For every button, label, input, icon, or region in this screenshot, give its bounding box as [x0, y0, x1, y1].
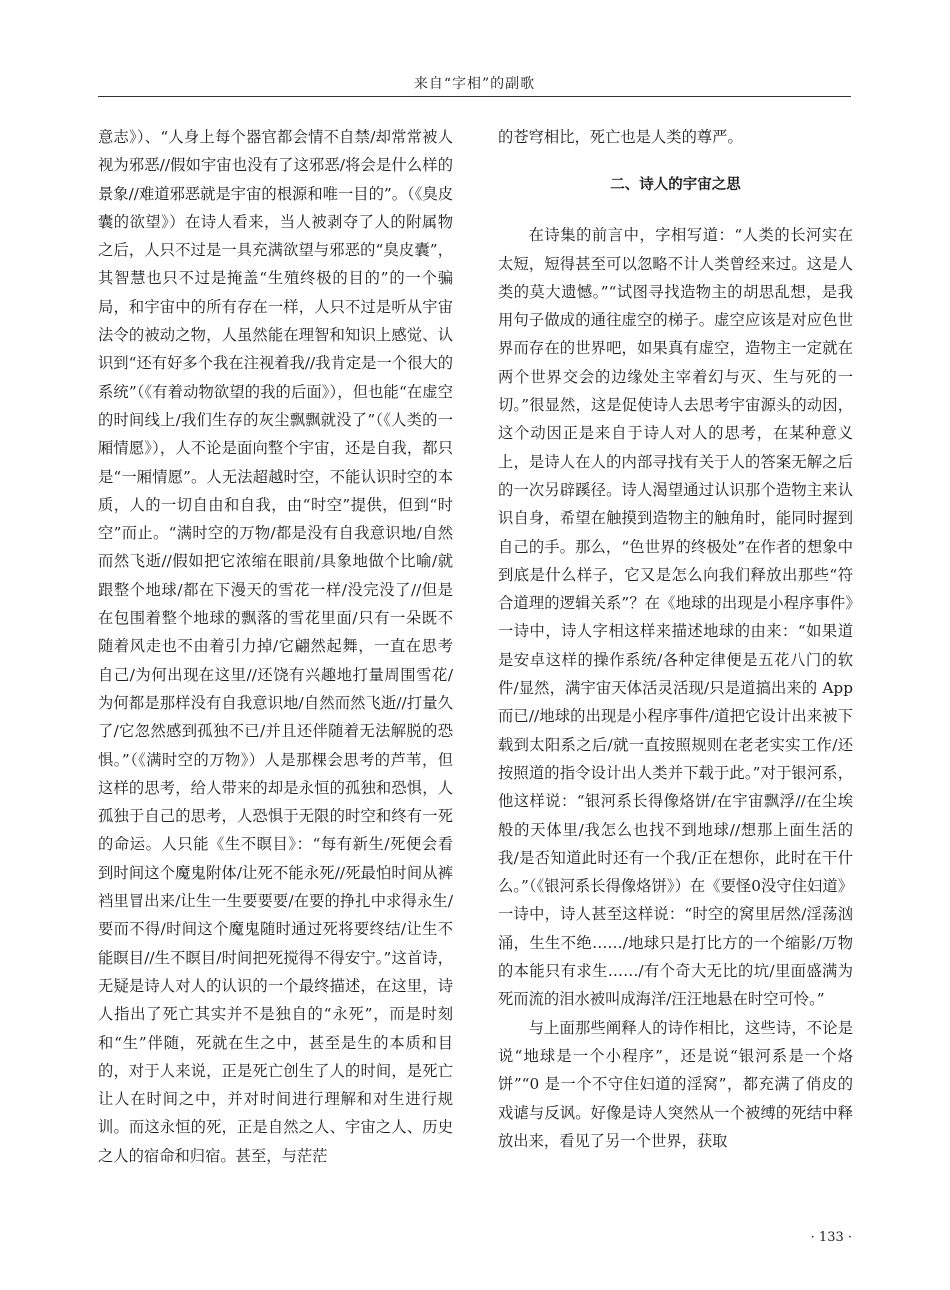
running-header	[98, 62, 851, 97]
page-number: · 133 ·	[810, 1230, 852, 1245]
right-column	[498, 123, 853, 1155]
section-heading: 二、诗人的宇宙之思	[610, 177, 741, 194]
body-paragraph: 在诗集的前言中，字相写道：“人类的长河实在太短，短得甚至可以忽略不计人类曾经来过。这是人类的莫大遗憾。”“试图寻找造物主的胡思乱想，是我用句子做成的通往虚空的梯子。虚空应该是对应色世界而存在的世界吧，如果真有虚空，造物主一定就在两个世界交会的边缘处主宰着幻与灭、生与死的一切。”很显然，这是促使诗人去思考宇宙源头的动因，这个动因正是来自于诗人对人的思考，在某种意义上，是诗人在人的内部寻找有关于人的答案无解之后的一次另辟蹊径。诗人渴望通过认识那个造物主来认识自身，希望在触摸到造物主的触角时，能同时握到自己的手。那么，“色世界的终极处”在作者的想象中到底是什么样子，它又是怎么向我们释放出那些“符合道理的逻辑关系”？在《地球的出现是小程序事件》一诗中，诗人字相这样来描述地球的由来：“如果道是安卓这样的操作系统/各种定律便是五花八门的软件/显然，满宇宙天体活灵活现/只是道搞出来的 App 而已//地球的出现是小程序事件/道把它设计出来被下载到太阳系之后/就一直按照规则在老老实实工作/还按照道的指令设计出人类并下载于此。”对于银河系，他这样说：“银河系长得像烙饼/在宇宙飘浮//在尘埃般的天体里/我怎么也找不到地球//想那上面生活的我/是否知道此时还有一个我/正在想你，此时在干什么。”（《银河系长得像烙饼》）在《要怪0没守住妇道》一诗中，诗人甚至这样说：“时空的窝里居然/淫荡汹涌，生生不绝……/地球只是打比方的一个缩影/万物的本能只有求生……/有个奇大无比的坑/里面盛满为死而流的泪水被叫成海洋/汪汪地悬在时空可怜。”	[498, 226, 853, 1009]
body-paragraph: 的苍穹相比，死亡也是人类的尊严。	[498, 128, 743, 146]
left-column	[98, 123, 453, 1170]
body-paragraph: 与上面那些阐释人的诗作相比，这些诗，不论是说“地球是一个小程序”，还是说“银河系是一个烙饼”“0 是一个不守住妇道的淫窝”，都充满了俏皮的戏谑与反讽。好像是诗人突然从一个被缚的死结中释放出来，看见了另一个世界，获取	[498, 1018, 853, 1150]
body-paragraph: 意志》）、“人身上每个器官都会情不自禁/却常常被人视为邪恶//假如宇宙也没有了这邪恶/将会是什么样的景象//难道邪恶就是宇宙的根源和唯一目的”。（《臭皮囊的欲望》）在诗人看来，当人被剥夺了人的附属物之后，人只不过是一具充满欲望与邪恶的“臭皮囊”，其智慧也只不过是掩盖“生殖终极的目的”的一个骗局，和宇宙中的所有存在一样，人只不过是听从宇宙法令的被动之物，人虽然能在理智和知识上感觉、认识到“还有好多个我在注视着我//我肯定是一个很大的系统”（《有着动物欲望的我的后面》），但也能“在虚空的时间线上/我们生存的灰尘飘飘就没了”（《人类的一厢情愿》），人不论是面向整个宇宙，还是自我，都只是“一厢情愿”。人无法超越时空，不能认识时空的本质，人的一切自由和自我，由“时空”提供，但到“时空”而止。“满时空的万物/都是没有自我意识地/自然而然飞逝//假如把它浓缩在眼前/具象地做个比喻/就跟整个地球/都在下漫天的雪花一样/没完没了//但是在包围着整个地球的飘落的雪花里面/只有一朵既不随着风走也不由着引力掉/它翩然起舞，一直在思考自己/为何出现在这里//还饶有兴趣地打量周围雪花/为何都是那样没有自我意识地/自然而然飞逝//打量久了/它忽然感到孤独不已/并且还伴随着无法解脱的恐惧。”（《满时空的万物》）人是那棵会思考的芦苇，但这样的思考，给人带来的却是永恒的孤独和恐惧，人孤独于自己的思考，人恐惧于无限的时空和终有一死的命运。人只能《生不瞑目》：“每有新生/死便会看到时间这个魔鬼附体/让死不能永死//死最怕时间从裤裆里冒出来/让生一生要要要/在要的挣扎中求得永生/要而不得/时间这个魔鬼随时通过死将要终结/让生不能瞑目//生不瞑目/时间把死搅得不得安宁。”这首诗，无疑是诗人对人的认识的一个最终描述，在这里，诗人指出了死亡其实并不是独自的“永死”，而是时刻和“生”伴随，死就在生之中，甚至是生的本质和目的，对于人来说，正是死亡创生了人的时间，是死亡让人在时间之中，并对时间进行理解和对生进行规训。而这永恒的死，正是自然之人、宇宙之人、历史之人的宿命和归宿。甚至，与茫茫	[98, 128, 453, 1165]
running-header-title: 来自“字相”的副歌	[413, 76, 536, 92]
